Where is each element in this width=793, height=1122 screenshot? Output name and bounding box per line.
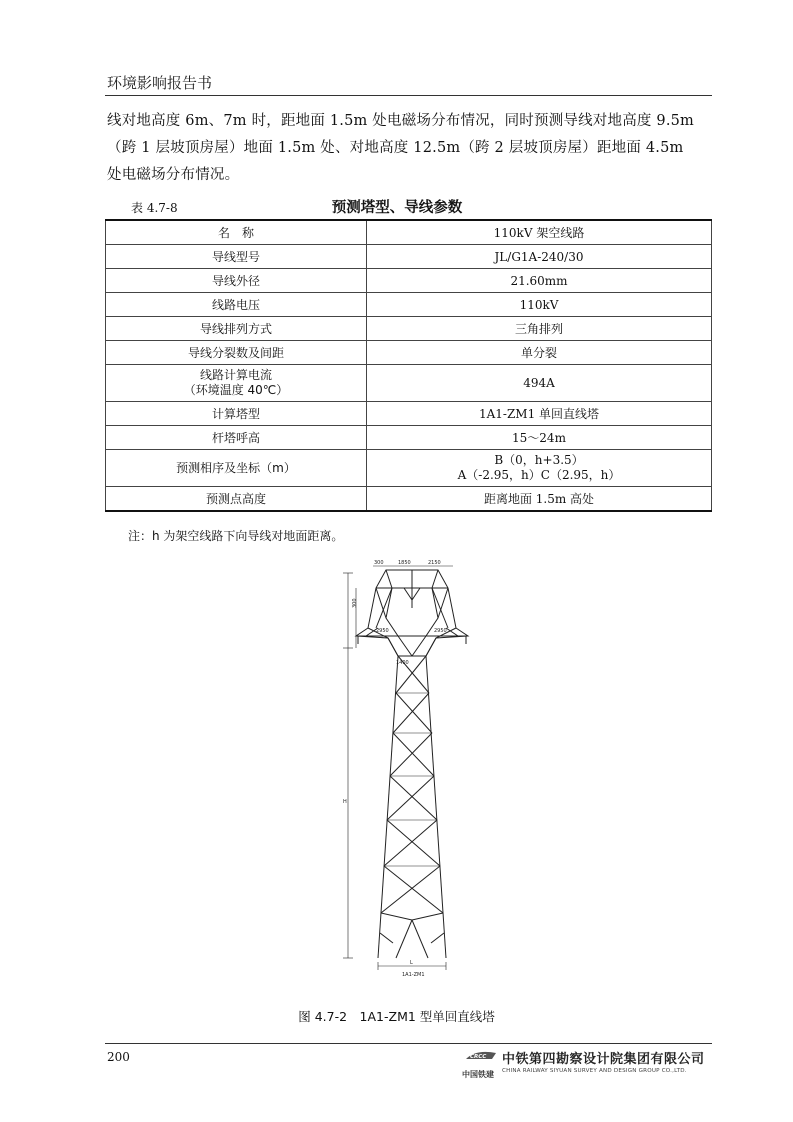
param-name: 预测点高度 (106, 487, 367, 512)
dimension-label: 1400 (396, 660, 409, 666)
param-name: 名 称 (106, 220, 367, 245)
table-caption (107, 196, 712, 218)
body-paragraph (107, 108, 712, 189)
company-name-english: CHINA RAILWAY SIYUAN SURVEY AND DESIGN GROUP CO.,LTD. (502, 1068, 687, 1074)
param-value: 110kV 架空线路 (367, 220, 712, 245)
table-row (106, 341, 712, 365)
parameter-table (105, 219, 712, 512)
tower-drawing (318, 548, 501, 988)
table-title: 预测塔型、导线参数 (331, 200, 463, 216)
param-value: 15～24m (367, 426, 712, 450)
param-value: 1A1-ZM1 单回直线塔 (367, 402, 712, 426)
table-row (106, 487, 712, 512)
tower-type-label: 1A1-ZM1 (402, 972, 425, 978)
page-number: 200 (107, 1050, 130, 1064)
table-number: 表 4.7-8 (131, 201, 178, 215)
paragraph-line: 处电磁场分布情况。 (107, 167, 240, 183)
table-row (106, 220, 712, 245)
logo-text: CRCC (470, 1054, 487, 1060)
dimension-label: 300 (352, 598, 358, 608)
dimension-label: 300 (374, 560, 384, 566)
param-name: 线路电压 (106, 293, 367, 317)
param-name: 预测相序及坐标（m） (106, 450, 367, 487)
param-name-line: 线路计算电流 (199, 368, 272, 382)
figure-caption: 图 4.7-2 1A1-ZM1 型单回直线塔 (298, 1009, 495, 1024)
table-row (106, 245, 712, 269)
logo-subtitle: 中国铁建 (462, 1070, 494, 1079)
table-row (106, 426, 712, 450)
param-name: 导线排列方式 (106, 317, 367, 341)
dimension-label: 2950 (376, 628, 389, 634)
footer-divider (105, 1043, 712, 1044)
param-value: 三角排列 (367, 317, 712, 341)
param-name: 杆塔呼高 (106, 426, 367, 450)
table-row (106, 365, 712, 402)
table-row (106, 269, 712, 293)
table-row (106, 402, 712, 426)
param-name: 导线型号 (106, 245, 367, 269)
dimension-label: 2950 (434, 628, 447, 634)
param-name: 计算塔型 (106, 402, 367, 426)
param-name-line: （环境温度 40℃） (183, 383, 289, 397)
dimension-label: 1850 (398, 560, 411, 566)
header-divider (105, 95, 712, 96)
param-value-line: B（0，h+3.5） (494, 453, 584, 467)
param-value: 21.60mm (367, 269, 712, 293)
param-value (367, 450, 712, 487)
table-row (106, 450, 712, 487)
param-name (106, 365, 367, 402)
dimension-label: L (410, 960, 413, 966)
table-row (106, 317, 712, 341)
table-note: 注：h 为架空线路下向导线对地面距离。 (128, 529, 344, 543)
param-value: JL/G1A-240/30 (367, 245, 712, 269)
param-value: 110kV (367, 293, 712, 317)
document-header-title: 环境影响报告书 (107, 74, 213, 92)
company-name: 中铁第四勘察设计院集团有限公司 (502, 1052, 705, 1067)
param-value: 单分裂 (367, 341, 712, 365)
table-row (106, 293, 712, 317)
param-name: 导线外径 (106, 269, 367, 293)
param-value-line: A（-2.95，h）C（2.95，h） (457, 468, 621, 482)
dimension-label: 2150 (428, 560, 441, 566)
paragraph-line: （跨 1 层坡顶房屋）地面 1.5m 处、对地高度 12.5m（跨 2 层坡顶房屋）距地面 4.5m (107, 140, 684, 156)
dimension-label: H (343, 799, 347, 805)
param-value: 494A (367, 365, 712, 402)
paragraph-line: 线对地高度 6m、7m 时，距地面 1.5m 处电磁场分布情况，同时预测导线对地高度 9.5m (107, 113, 695, 129)
param-value: 距离地面 1.5m 高处 (367, 487, 712, 512)
param-name: 导线分裂数及间距 (106, 341, 367, 365)
